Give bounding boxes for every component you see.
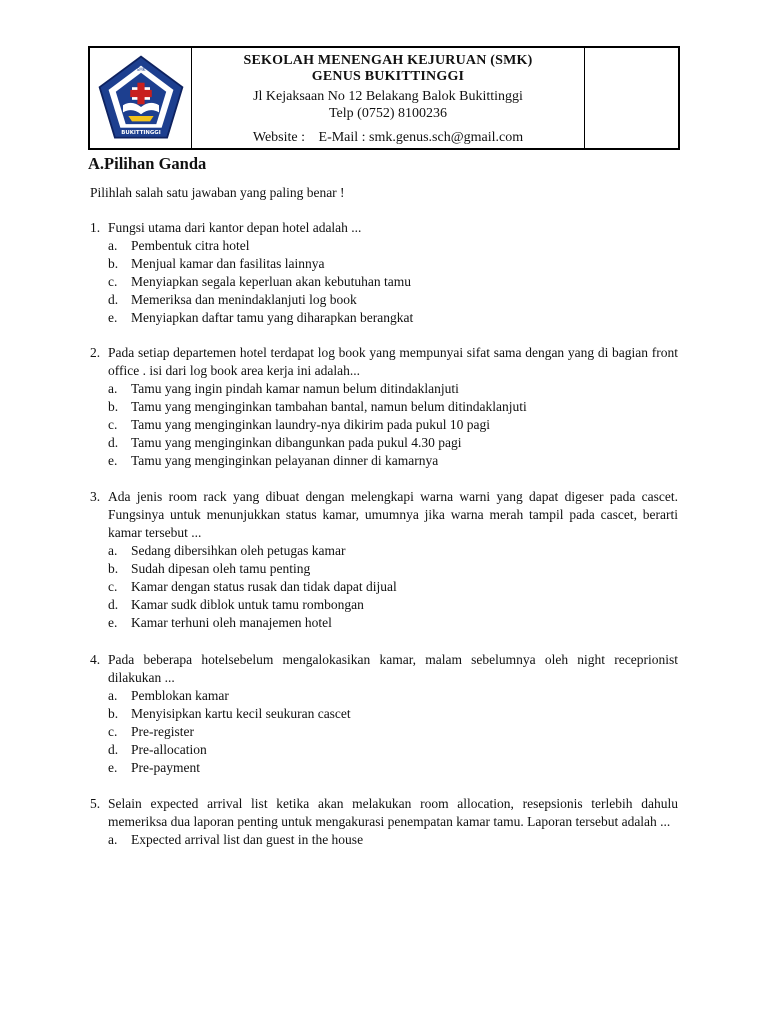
logo-cell: [90, 48, 192, 148]
option-d: [90, 434, 678, 452]
option-a: [90, 237, 678, 255]
option-text: Expected arrival list dan guest in the house: [131, 832, 364, 847]
option-a: [90, 831, 678, 849]
option-text: Kamar dengan status rusak dan tidak dapat dijual: [131, 579, 397, 594]
school-phone: Telp (0752) 8100236: [328, 106, 447, 121]
question-number: 2.: [90, 345, 101, 360]
option-letter: d.: [108, 292, 119, 307]
option-text: Pembentuk citra hotel: [131, 238, 250, 253]
option-text: Sedang dibersihkan oleh petugas kamar: [131, 543, 346, 558]
option-e: [90, 614, 678, 632]
option-letter: e.: [108, 453, 118, 468]
option-text: Memeriksa dan menindaklanjuti log book: [131, 292, 357, 307]
svg-text:BUKITTINGGI: BUKITTINGGI: [120, 130, 161, 136]
option-letter: b.: [108, 399, 119, 414]
option-letter: a.: [108, 688, 118, 703]
option-letter: a.: [108, 543, 118, 558]
option-text: Kamar sudk diblok untuk tamu rombongan: [131, 597, 364, 612]
option-letter: c.: [108, 724, 118, 739]
option-letter: b.: [108, 256, 119, 271]
option-c: [90, 273, 678, 291]
option-text: Menyiapkan daftar tamu yang diharapkan berangkat: [131, 310, 414, 325]
question-number: 1.: [90, 220, 101, 235]
option-text: Tamu yang menginginkan dibangunkan pada pukul 4.30 pagi: [131, 435, 462, 450]
blank-cell: [585, 48, 678, 148]
instruction-text: Pilihlah salah satu jawaban yang paling benar !: [90, 185, 345, 200]
option-b: [90, 398, 678, 416]
question-text: Pada beberapa hotelsebelum mengalokasikan kamar, malam sebelumnya oleh night receprionist dilakukan ...: [108, 652, 678, 685]
email-text: E-Mail : smk.genus.sch@gmail.com: [318, 130, 524, 145]
option-text: Pre-register: [131, 724, 194, 739]
school-name: SEKOLAH MENENGAH KEJURUAN (SMK): [243, 53, 533, 68]
option-c: [90, 416, 678, 434]
option-list: [90, 831, 678, 849]
school-city: GENUS BUKITTINGGI: [311, 69, 465, 84]
option-text: Menyisipkan kartu kecil seukuran cascet: [131, 706, 351, 721]
question-text: Pada setiap departemen hotel terdapat log book yang mempunyai sifat sama dengan yang di bagian front office . isi dari log book area kerja ini adalah...: [108, 345, 678, 378]
question-number: 3.: [90, 489, 101, 504]
option-list: [90, 237, 678, 327]
option-letter: a.: [108, 832, 118, 847]
option-text: Tamu yang ingin pindah kamar namun belum ditindaklanjuti: [131, 381, 459, 396]
letterhead: [88, 46, 680, 150]
option-letter: b.: [108, 706, 119, 721]
school-info: [192, 48, 585, 148]
option-text: Menjual kamar dan fasilitas lainnya: [131, 256, 325, 271]
option-e: [90, 309, 678, 327]
website-label: Website :: [252, 130, 306, 145]
option-letter: d.: [108, 742, 119, 757]
option-a: [90, 687, 678, 705]
option-text: Pre-allocation: [131, 742, 207, 757]
option-list: [90, 687, 678, 777]
option-letter: d.: [108, 597, 119, 612]
option-list: [90, 542, 678, 632]
option-text: Pre-payment: [131, 760, 200, 775]
option-e: [90, 759, 678, 777]
option-text: Pemblokan kamar: [131, 688, 229, 703]
question-2: [90, 344, 678, 470]
option-b: [90, 705, 678, 723]
question-5: [90, 795, 678, 849]
option-text: Tamu yang menginginkan laundry-nya dikirim pada pukul 10 pagi: [131, 417, 490, 432]
option-c: [90, 723, 678, 741]
question-text: Fungsi utama dari kantor depan hotel adalah ...: [108, 220, 362, 235]
option-letter: e.: [108, 760, 118, 775]
option-a: [90, 380, 678, 398]
option-letter: c.: [108, 274, 118, 289]
question-1: [90, 219, 678, 327]
option-letter: a.: [108, 238, 118, 253]
option-text: Sudah dipesan oleh tamu penting: [131, 561, 311, 576]
school-logo: [96, 53, 186, 143]
question-4: [90, 651, 678, 777]
question-text: Ada jenis room rack yang dibuat dengan melengkapi warna warni yang dapat digeser pada cascet. Fungsinya untuk menunjukkan status kamar, umumnya jika warna merah tampil pada cascet, berarti kamar tersebut ...: [108, 489, 678, 540]
option-b: [90, 560, 678, 578]
section-title: A.Pilihan Ganda: [88, 154, 207, 173]
option-letter: a.: [108, 381, 118, 396]
svg-text:SMK: SMK: [136, 67, 145, 72]
option-d: [90, 741, 678, 759]
option-d: [90, 596, 678, 614]
option-text: Menyiapkan segala keperluan akan kebutuhan tamu: [131, 274, 412, 289]
option-a: [90, 542, 678, 560]
option-text: Kamar terhuni oleh manajemen hotel: [131, 615, 332, 630]
option-letter: d.: [108, 435, 119, 450]
option-letter: c.: [108, 417, 118, 432]
question-number: 5.: [90, 796, 101, 811]
school-contact: [192, 130, 584, 146]
question-3: [90, 488, 678, 632]
question-text: Selain expected arrival list ketika akan melakukan room allocation, resepsionis terlebih dahulu memeriksa dua laporan penting untuk mengakurasi penempatan kamar tamu. Laporan tersebut adalah ...: [108, 796, 678, 829]
option-letter: e.: [108, 615, 118, 630]
school-address: Jl Kejaksaan No 12 Belakang Balok Bukittinggi: [253, 89, 523, 104]
option-d: [90, 291, 678, 309]
option-c: [90, 578, 678, 596]
option-text: Tamu yang menginginkan tambahan bantal, namun belum ditindaklanjuti: [131, 399, 527, 414]
option-e: [90, 452, 678, 470]
option-letter: b.: [108, 561, 119, 576]
option-letter: c.: [108, 579, 118, 594]
option-b: [90, 255, 678, 273]
option-letter: e.: [108, 310, 118, 325]
question-number: 4.: [90, 652, 101, 667]
option-text: Tamu yang menginginkan pelayanan dinner di kamarnya: [131, 453, 439, 468]
option-list: [90, 380, 678, 470]
